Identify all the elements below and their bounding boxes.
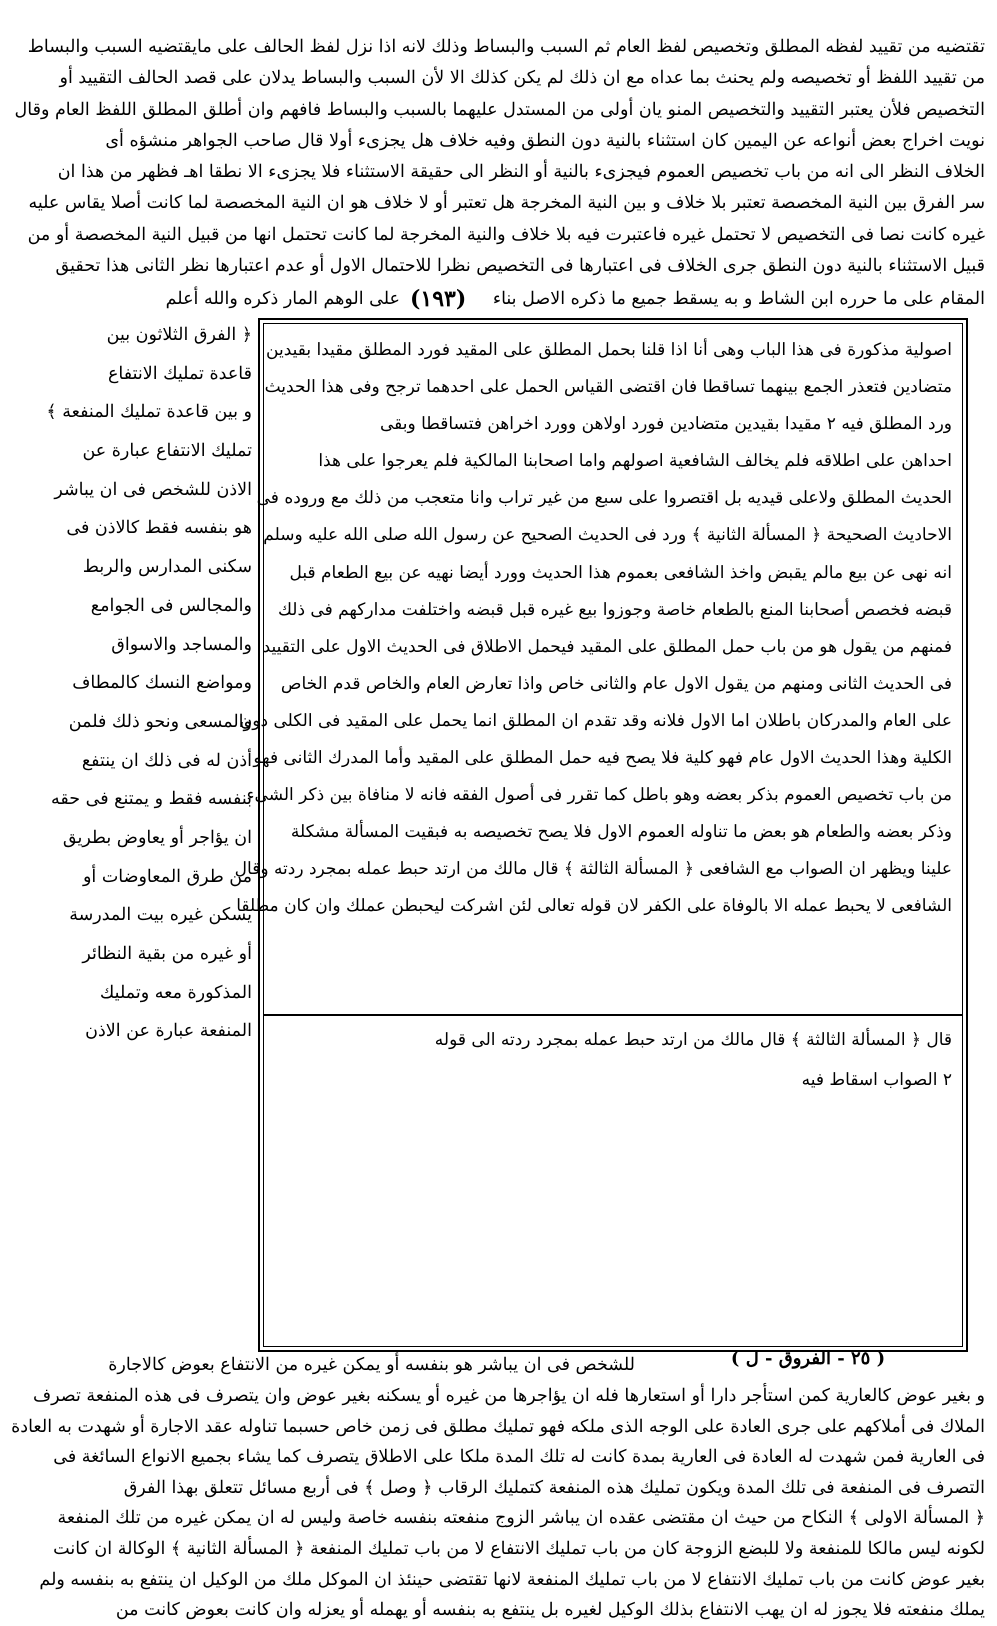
text-line: نويت اخراج بعض أنواعه عن اليمين كان استثناء بالنية دون النطق وفيه خلاف هل يجزىء أولا قال صاحب الجواهر منشؤه أى (105, 130, 985, 151)
commentary-notes (274, 1020, 952, 1100)
commentary-line: الحديث المطلق ولاعلى قيديه بل اقتصروا على سبع من غير تراب وانا متعجب من ذلك مع وروده فى (256, 488, 952, 509)
bottom-text-block (11, 1381, 985, 1626)
text-line: التصرف فى المنفعة فى تلك المدة ويكون تمليك هذه المنفعة كتمليك الرقاب ﴿ وصل ﴾ فى أربع مسائل تتعلق بهذا الفرق (123, 1477, 985, 1498)
side-text-line: من طرق المعاوضات أو (82, 866, 252, 887)
commentary-line: فى الحديث الثانى ومنهم من يقول الاول عام والثانى خاص واذا تعارض العام والخاص قدم الخاص (280, 673, 952, 694)
commentary-line: متضادين فتعذر الجمع بينهما تساقطا فان اقتضى القياس الحمل على احدهما ترجح وفى هذا الحديث (264, 377, 952, 398)
side-text-line: تمليك الانتفاع عبارة عن (82, 441, 252, 462)
side-text-line: هو بنفسه فقط كالاذن فى (66, 518, 252, 539)
side-text-line: أو غيره من بقية النظائر (82, 944, 252, 964)
side-text-line: المذكورة معه وتمليك (99, 982, 252, 1003)
page-number: (١٩٣) (410, 286, 467, 312)
side-text-line: بنفسه فقط و يمتنع فى حقه (51, 789, 252, 810)
commentary-line: ورد المطلق فيه ٢ مقيدا بقيدين متضادين فورد اولاهن وورد اخراهن فتساقطا وبقى (379, 414, 952, 435)
text-line: بغير عوض كانت من باب تمليك الانتفاع لا من باب تمليك المنفعة لانها تقتضى حينئذ ان الموكل ملك من الوكيل ان ينتفع به بنفسه ولم (39, 1569, 985, 1590)
text-line: يملك منفعته فلا يجوز له ان يهب الانتفاع بذلك الوكيل لغيره بل ينتفع به بنفسه أو يهمله أو يعزله وان كانت بعوض كانت من (115, 1600, 985, 1621)
text-line: ﴿ المسألة الاولى ﴾ النكاح من حيث ان مقتضى عقده ان يباشر الزوج منفعته بنفسه خاصة وليس له ان يمكن غيره من تلك المنفعة (57, 1508, 985, 1529)
commentary-line: الشافعى لا يحبط عمله الا بالوفاة على الكفر لان قوله تعالى لئن اشركت ليحبطن عملك وان كان مطلقا (236, 896, 952, 917)
commentary-line: علينا ويظهر ان الصواب مع الشافعى ﴿ المسألة الثالثة ﴾ قال مالك من ارتد حبط عمله بمجرد ردته وقال (234, 859, 952, 880)
signature-label: ( ٢٥ - الفروق - ل ) (730, 1348, 886, 1369)
side-text-line: يسكن غيره بيت المدرسة (69, 905, 252, 926)
commentary-line: احداهن على اطلاقه فلم يخالف الشافعية اصولهم واما اصحابنا المالكية فلم يعرجوا على هذا (318, 451, 952, 472)
text-line: من تقييد اللفظ أو تخصيصه ولم يحنث بما عداه مع ان ذلك لم يكن كذلك الا لأن السبب والبساط يدلان على قصد الحالف التقييد أو (59, 68, 985, 89)
text-line: فى العارية فمن شهدت له العادة فى العارية بمدة كانت له تلك المدة ملكا على الاطلاق يتصرف كما يشاء بجميع الانواع السائغة فى (53, 1447, 985, 1468)
bottom-first-line: للشخص فى ان يباشر هو بنفسه أو يمكن غيره من الانتفاع بعوض كالاجارة (108, 1355, 635, 1375)
text-line: الخلاف النظر الى انه من باب تخصيص العموم فيجزىء بالنية أو النظر الى حقيقة الاستثناء فلا يجزىء الا نطقا اهـ فظهر من هذا ان (57, 162, 985, 183)
side-text-line: ﴿ الفرق الثلاثون بين (106, 325, 252, 345)
top-text-block (14, 32, 985, 282)
side-text-line: أذن له فى ذلك ان ينتفع (81, 750, 252, 771)
side-column-text (0, 316, 252, 1362)
commentary-box (234, 318, 968, 1352)
text-line: و بغير عوض كالعارية كمن استأجر دارا أو استعارها فله ان يؤاجرها من غيره أو يسكنه بغير عوض وان يتصرف فى هذه المنفعة تصرف (33, 1386, 985, 1406)
side-text-line: قاعدة تمليك الانتفاع (107, 363, 252, 384)
commentary-line: فمنهم من يقول هو من باب حمل المطلق على المقيد فيحمل الاطلاق فى الحديث الاول على التقييد (262, 636, 952, 657)
text-line: لكونه ليس مالكا للمنفعة ولا للبضع الزوجة كان من باب تمليك الانتفاع لا من باب تمليك المنفعة ﴿ المسألة الثانية ﴾ الوكالة ان كانت (53, 1538, 985, 1559)
commentary-note-line: قال ﴿ المسألة الثالثة ﴾ قال مالك من ارتد حبط عمله بمجرد ردته الى قوله (434, 1030, 952, 1050)
text-line: سر الفرق بين النية المخصصة تعتبر بلا خلاف و بين النية المخرجة هل تعتبر أو لا خلاف هو ان النية المخصصة لما كانت أصلا يقاس عليه (28, 193, 985, 214)
header-right-text: المقام على ما حرره ابن الشاط و به يسقط جميع ما ذكره الاصل بناء (492, 289, 985, 309)
text-line: الملاك فى أملاكهم على جرى العادة على الوجه الذى ملكه فهو تمليك مطلق فى زمن خاص حسبما تناوله عقد الاجارة أو شهدت به العادة (11, 1416, 985, 1437)
commentary-note-line: ٢ الصواب اسقاط فيه (801, 1070, 952, 1090)
commentary-line: الكلية وهذا الحديث الاول عام فهو كلية فلا يصح فيه حمل المطلق على المقيد وأما المدرك الثانى فهو (253, 748, 952, 769)
commentary-line: قبضه فخصص أصحابنا المنع بالطعام خاصة وجوزوا بيع غيره قبل قبضه واختلفت مداركهم فى ذلك (277, 599, 952, 620)
commentary-line: وذكر بعضه والطعام هو بعض ما تناوله العموم الاول فلا يصح تخصيصه به فبقيت المسألة مشكلة (290, 822, 952, 843)
side-text-line: ومواضع النسك كالمطاف (72, 673, 252, 694)
commentary-divider (264, 1014, 962, 1016)
commentary-line: على العام والمدركان باطلان اما الاول فلانه وقد تقدم ان المطلق انما يحمل على المقيد فى الكلى دون (239, 710, 952, 731)
commentary-line: اصولية مذكورة فى هذا الباب وهى أنا اذا قلنا بحمل المطلق على المقيد فورد المطلق مقيدا بقيدين (266, 340, 952, 360)
text-line: التخصيص فلأن يعتبر التقييد والتخصيص المنو يان أولى من المستدل عليهما بالسبب والبساط فافهم وان أطلق المطلق اللفظ العام وقال (14, 99, 985, 120)
commentary-line: انه نهى عن بيع مالم يقبض واخذ الشافعى بعموم هذا الحديث وورد أيضا نهيه عن بيع الطعام قبل (289, 562, 952, 583)
commentary-line: من باب تخصيص العموم بذكر بعضه وهو باطل كما تقرر فى أصول الفقه فانه لا منافاة بين ذكر الشىء (246, 785, 952, 806)
text-line: قبيل الاستثناء بالنية دون النطق جرى الخلاف فى اعتبارها فى التخصيص نظرا للاحتمال الاول أو عدم اعتبارها نظر الثانى هذا تحقيق (55, 256, 985, 277)
side-text-line: والمسعى ونحو ذلك فلمن (68, 711, 252, 732)
side-text-line: و بين قاعدة تمليك المنفعة ﴾ (46, 402, 252, 423)
side-text-line: والمساجد والاسواق (111, 634, 252, 655)
side-text-line: سكنى المدارس والربط (82, 557, 252, 578)
side-text-line: ان يؤاجر أو يعاوض بطريق (62, 827, 252, 848)
page-header-row (80, 282, 985, 316)
commentary-body (234, 332, 952, 926)
text-line: تقتضيه من تقييد لفظه المطلق وتخصيص لفظ العام ثم السبب والبساط وذلك لانه اذا نزل لفظ الحالف على مايقتضيه السبب والبساط (27, 37, 985, 57)
text-line: غيره كانت نصا فى التخصيص لا تحتمل غيره فاعتبرت فيه بلا خلاف والنية المخرجة لما كانت تحتمل انها من قبيل النية المخصصة أو من (27, 224, 985, 245)
side-text-line: المنفعة عبارة عن الاذن (85, 1021, 252, 1042)
header-left-text: على الوهم المار ذكره والله أعلم (165, 289, 400, 309)
side-text-line: والمجالس فى الجوامع (90, 595, 252, 616)
side-text-line: الاذن للشخص فى ان يباشر (54, 479, 252, 500)
commentary-line: الاحاديث الصحيحة ﴿ المسألة الثانية ﴾ ورد فى الحديث الصحيح عن رسول الله صلى الله عليه وسلم (263, 525, 952, 546)
